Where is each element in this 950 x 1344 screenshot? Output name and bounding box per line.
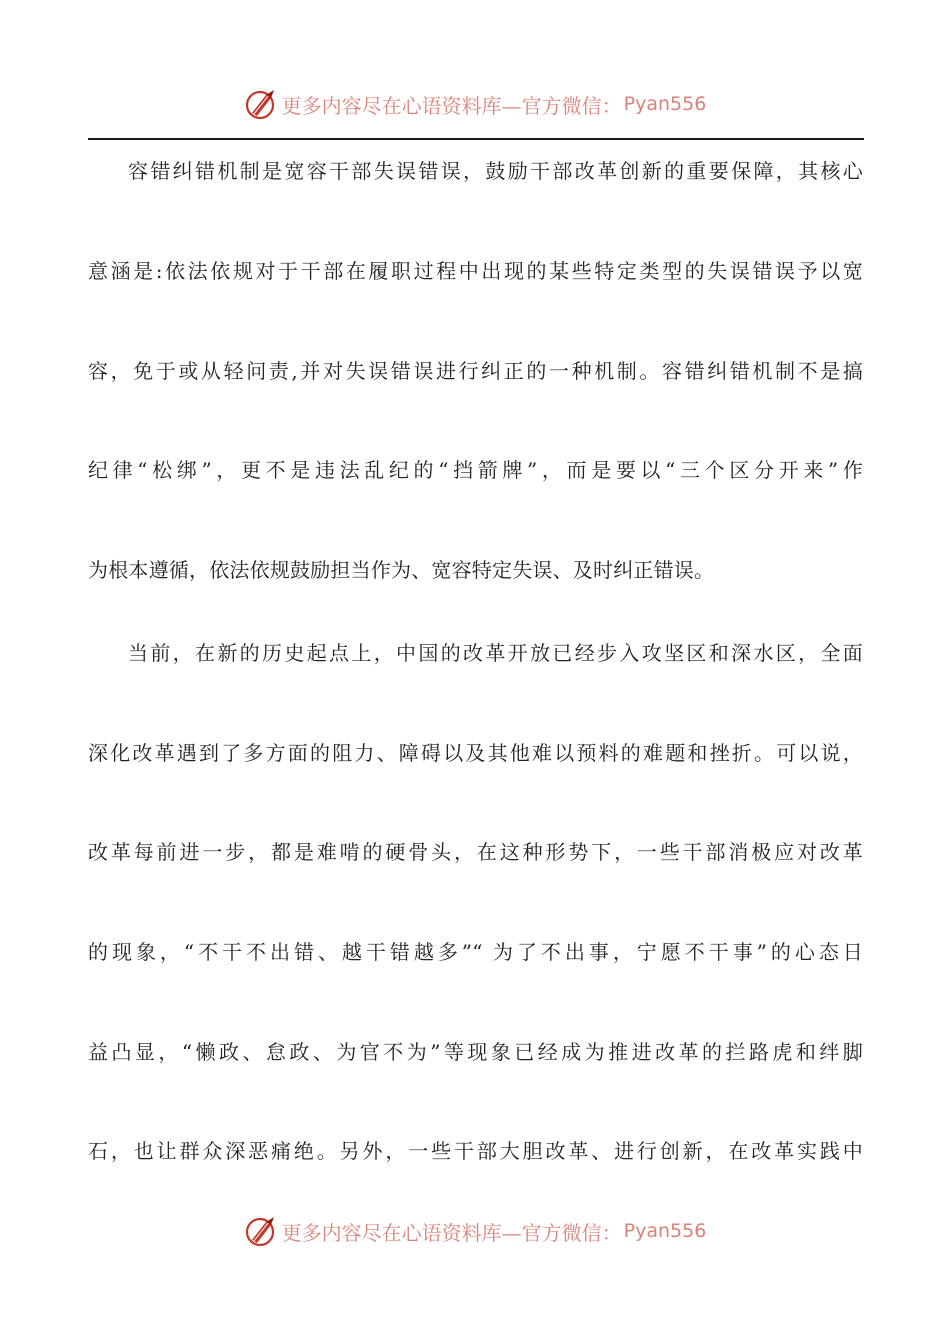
body-line: 容错纠错机制是宽容干部失误错误，鼓励干部改革创新的重要保障，其核心	[128, 159, 863, 183]
header-text: 更多内容尽在心语资料库—官方微信：	[281, 93, 622, 118]
footer-wechat-id: Pyan556	[623, 1220, 707, 1242]
body-line: 意涵是:依法依规对于干部在履职过程中出现的某些特定类型的失误错误予以宽	[88, 259, 863, 283]
body-line: 为根本遵循，依法依规鼓励担当作为、宽容特定失误、及时纠正错误。	[88, 558, 715, 582]
body-line: 的现象，“不干不出错、越干错越多”“ 为了不出事，宁愿不干事”的心态日	[88, 940, 863, 964]
pen-nib-logo-icon	[244, 1214, 278, 1248]
body-line: 当前，在新的历史起点上，中国的改革开放已经步入攻坚区和深水区，全面	[128, 641, 863, 665]
body-line: 纪律“松绑”，更不是违法乱纪的“挡箭牌”，而是要以“三个区分开来”作	[88, 458, 863, 482]
footer-banner	[0, 1211, 950, 1251]
body-line: 石，也让群众深恶痛绝。另外，一些干部大胆改革、进行创新，在改革实践中	[88, 1139, 863, 1163]
body-line: 改革每前进一步，都是难啃的硬骨头，在这种形势下，一些干部消极应对改革	[88, 840, 863, 864]
footer-text: 更多内容尽在心语资料库—官方微信：	[281, 1220, 622, 1245]
header-divider	[88, 138, 864, 140]
body-line: 益凸显，“懒政、怠政、为官不为”等现象已经成为推进改革的拦路虎和绊脚	[88, 1040, 863, 1064]
header-wechat-id: Pyan556	[623, 93, 707, 115]
body-line: 深化改革遇到了多方面的阻力、障碍以及其他难以预料的难题和挫折。可以说，	[88, 741, 863, 765]
header-banner	[0, 84, 950, 124]
body-line: 容，免于或从轻问责,并对失误错误进行纠正的一种机制。容错纠错机制不是搞	[88, 359, 863, 383]
pen-nib-logo-icon	[244, 87, 278, 121]
